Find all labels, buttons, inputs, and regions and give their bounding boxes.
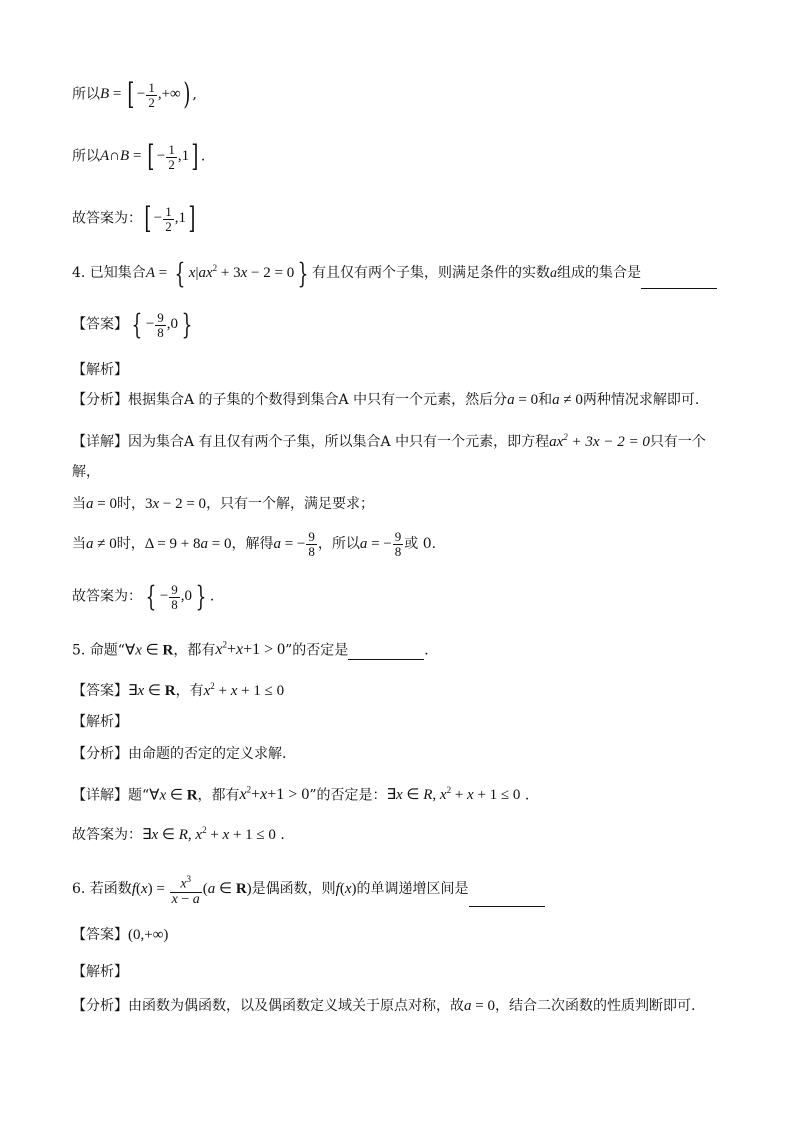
answer-4: 【答案】 { − $\frac{9}{8}$ ,0 } xyxy=(72,308,193,341)
xiangjie-4-cont: 解， xyxy=(72,464,100,480)
answer-final-4: 故答案为： { − $\frac{9}{8}$ ,0 } . xyxy=(72,580,215,613)
answer-final-5: 故答案为：∃x ∈ R, $x^2 + x + 1 \le 0$ . xyxy=(72,825,285,843)
line-intersection: 所以A∩B = [ − $\frac{1}{2}$ ,1] . xyxy=(72,139,206,174)
xiangjie-4: 【详解】因为集合A 有且仅有两个子集，所以集合A 中只有一个元素，即方程$ax^2 + 3x - 2 = 0$只有一个 xyxy=(72,432,706,450)
line-answer-3: 故答案为：[ − $\frac{1}{2}$ ,1] xyxy=(72,204,198,234)
answer-5: 【答案】∃x ∈ R，有$x^2 + x + 1 \le 0$ xyxy=(72,681,285,699)
jiexi-4: 【解析】 xyxy=(72,362,128,378)
fenxi-6: 【分析】由函数为偶函数，以及偶函数定义域关于原点对称，故a = 0，结合二次函数的性质判断即可. xyxy=(72,998,696,1014)
xiangjie-5: 【详解】题“∀x ∈ R，都有$x^2+x+1 > 0$”的否定是：∃x ∈ R, $x^2 + x + 1 \le 0$ . xyxy=(72,785,530,804)
answer-6: 【答案】(0,+∞) xyxy=(72,927,169,943)
fenxi-5: 【分析】由命题的否定的定义求解． xyxy=(72,746,296,762)
answer-blank-5 xyxy=(348,659,424,660)
jiexi-6: 【解析】 xyxy=(72,964,128,980)
fenxi-4: 【分析】根据集合A 的子集的个数得到集合A 中只有一个元素，然后分a = 0和a ≠ 0两种情况求解即可. xyxy=(72,392,700,408)
question-6: 6. 若函数f(x) = $\frac{x^3}{x - a}$ (a ∈ R)是偶函数，则f(x)的单调递增区间是 xyxy=(72,872,545,907)
question-5: 5. 命题“∀x ∈ R，都有$x^2+x+1 > 0$”的否定是 . xyxy=(72,640,429,659)
case-2: 当a ≠ 0时，Δ = 9 + 8a = 0，解得a = − $\frac{9}{8}$ ，所以a = − $\frac{9}{8}$ 或 0. xyxy=(72,529,437,559)
question-4: 4. 已知集合A = { $x|ax^2 + 3x - 2 = 0$ } 有且仅有两个子集，则满足条件的实数a组成的集合是 xyxy=(72,258,717,289)
math-set-b: B = [ − $\frac{1}{2}$ ,+∞) xyxy=(100,77,191,112)
jiexi-5: 【解析】 xyxy=(72,714,128,730)
math-answer-3: [ − $\frac{1}{2}$ ,1] xyxy=(144,201,196,236)
math-intersection: A∩B = [ − $\frac{1}{2}$ ,1] xyxy=(100,139,199,174)
answer-blank-6 xyxy=(469,906,545,907)
line-set-b: 所以B = [ − $\frac{1}{2}$ ,+∞) , xyxy=(72,77,197,112)
case-1: 当a = 0时，3x − 2 = 0，只有一个解，满足要求； xyxy=(72,496,375,512)
answer-blank-4 xyxy=(641,288,717,289)
